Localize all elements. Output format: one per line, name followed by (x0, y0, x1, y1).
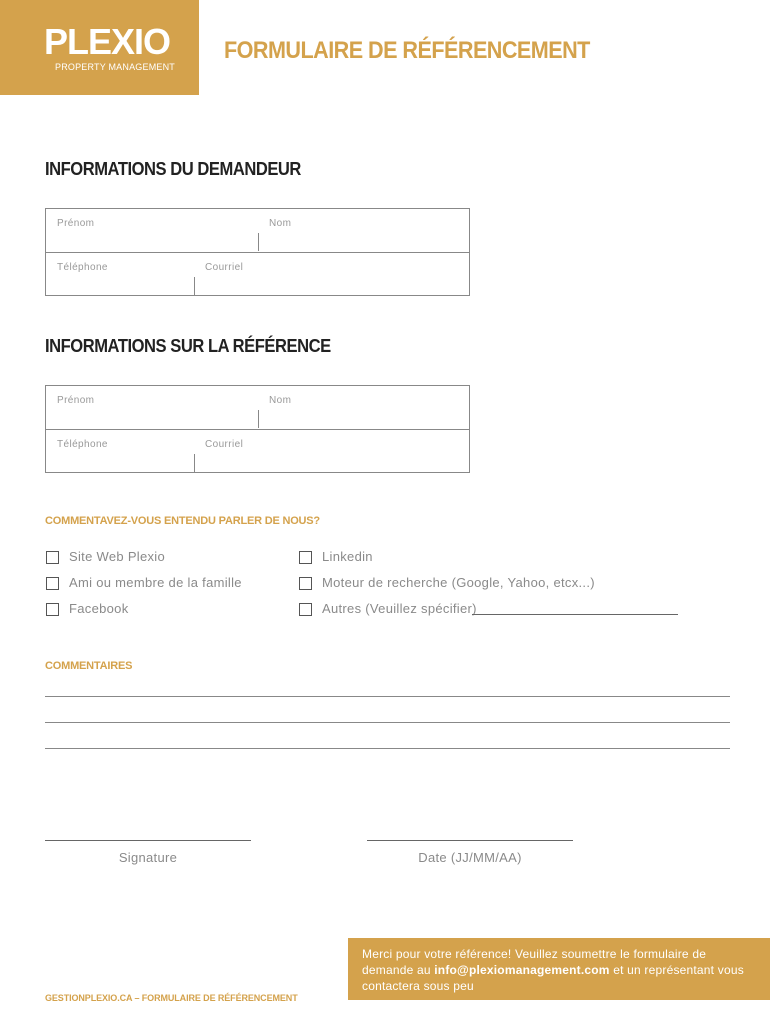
logo-banner (0, 0, 199, 95)
thanks-text-before: Merci pour votre référence! Veuillez soumettre le formulaire de demande au (362, 947, 707, 977)
reference-section-title: INFORMATIONS SUR LA RÉFÉRENCE (45, 336, 331, 356)
checkbox[interactable] (46, 577, 59, 590)
other-specify-field[interactable] (472, 614, 678, 615)
checkbox[interactable] (299, 551, 312, 564)
checkbox[interactable] (299, 603, 312, 616)
comment-line-2[interactable] (45, 722, 730, 723)
thanks-text-after: et un représentant vous contactera sous peu (362, 963, 744, 993)
requester-row-divider (46, 252, 469, 253)
signature-line[interactable] (45, 840, 251, 841)
option-label: Moteur de recherche (Google, Yahoo, etcx...) (322, 575, 595, 590)
requester-email-label: Courriel (205, 262, 244, 273)
option-label: Site Web Plexio (69, 549, 166, 564)
requester-phone-label: Téléphone (57, 262, 108, 273)
requester-section-title: INFORMATIONS DU DEMANDEUR (45, 159, 301, 179)
logo-wordmark: PLEXIO (44, 21, 171, 62)
reference-fields-box (45, 385, 470, 473)
thanks-banner (348, 938, 770, 1000)
option-facebook[interactable] (46, 601, 129, 617)
option-site-web[interactable] (46, 549, 165, 565)
requester-contact-divider (194, 277, 195, 295)
thanks-message (362, 946, 756, 994)
option-label: Linkedin (322, 549, 373, 564)
option-other[interactable] (299, 601, 477, 617)
footer-site-label: GESTIONPLEXIO.CA – FORMULAIRE DE RÉFÉRENCEMENT (45, 993, 298, 1003)
requester-first-name-label: Prénom (57, 218, 95, 229)
contact-email: info@plexiomanagement.com (434, 963, 610, 977)
option-label: Autres (Veuillez spécifier) (322, 601, 477, 616)
comments-section-title: COMMENTAIRES (45, 660, 133, 672)
reference-last-name-label: Nom (269, 395, 292, 406)
comment-line-3[interactable] (45, 748, 730, 749)
option-search-engine[interactable] (299, 575, 595, 591)
reference-name-divider (258, 410, 259, 428)
logo-tagline: PROPERTY MANAGEMENT (55, 62, 175, 72)
comment-line-1[interactable] (45, 696, 730, 697)
option-linkedin[interactable] (299, 549, 373, 565)
requester-last-name-label: Nom (269, 218, 292, 229)
reference-contact-divider (194, 454, 195, 472)
option-label: Ami ou membre de la famille (69, 575, 242, 590)
date-label: Date (JJ/MM/AA) (418, 850, 522, 865)
option-label: Facebook (69, 601, 129, 616)
checkbox[interactable] (299, 577, 312, 590)
requester-name-divider (258, 233, 259, 251)
reference-email-label: Courriel (205, 439, 244, 450)
requester-fields-box (45, 208, 470, 296)
option-friend-family[interactable] (46, 575, 242, 591)
page-title: FORMULAIRE DE RÉFÉRENCEMENT (224, 37, 590, 64)
source-section-title: COMMENTAVEZ-VOUS ENTENDU PARLER DE NOUS? (45, 515, 320, 527)
checkbox[interactable] (46, 551, 59, 564)
reference-first-name-label: Prénom (57, 395, 95, 406)
reference-phone-label: Téléphone (57, 439, 108, 450)
signature-label: Signature (118, 850, 178, 865)
reference-row-divider (46, 429, 469, 430)
checkbox[interactable] (46, 603, 59, 616)
date-line[interactable] (367, 840, 573, 841)
